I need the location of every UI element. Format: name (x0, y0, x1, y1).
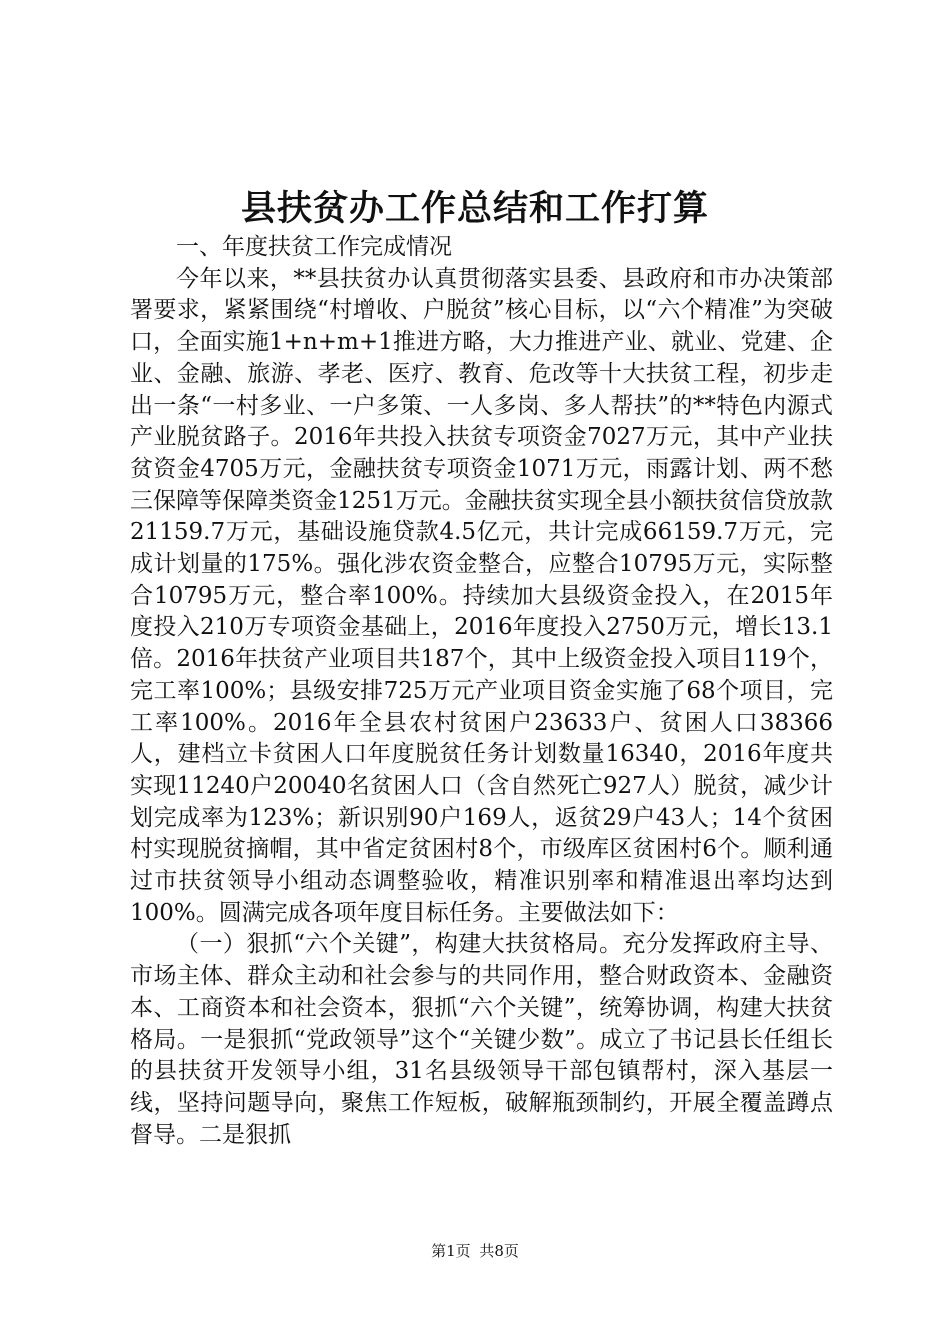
page-number: 第1页 (431, 1242, 471, 1260)
document-body (130, 232, 833, 1151)
page-total: 共8页 (479, 1242, 519, 1260)
body-paragraph-1: 今年以来，**县扶贫办认真贯彻落实县委、县政府和市办决策部署要求，紧紧围绕“村增收、户脱贫”核心目标，以“六个精准”为突破口，全面实施1+n+m+1推进方略，大力推进产业、就业、党建、企业、金融、旅游、孝老、医疗、教育、危改等十大扶贫工程，初步走出一条“一村多业、一户多策、一人多岗、多人帮扶”的**特色内源式产业脱贫路子。2016年共投入扶贫专项资金7027万元，其中产业扶贫资金4705万元，金融扶贫专项资金1071万元，雨露计划、两不愁三保障等保障类资金1251万元。金融扶贫实现全县小额扶贫信贷放款21159.7万元，基础设施贷款4.5亿元，共计完成66159.7万元，完成计划量的175%。强化涉农资金整合，应整合10795万元，实际整合10795万元，整合率100%。持续加大县级资金投入，在2015年度投入210万专项资金基础上，2016年度投入2750万元，增长13.1倍。2016年扶贫产业项目共187个，其中上级资金投入项目119个，完工率100%；县级安排725万元产业项目资金实施了68个项目，完工率100%。2016年全县农村贫困户23633户、贫困人口38366人，建档立卡贫困人口年度脱贫任务计划数量16340，2016年度共实现11240户20040名贫困人口（含自然死亡927人）脱贫，减少计划完成率为123%；新识别90户169人，返贫29户43人；14个贫困村实现脱贫摘帽，其中省定贫困村8个，市级库区贫困村6个。顺利通过市扶贫领导小组动态调整验收，精准识别率和精准退出率均达到100%。圆满完成各项年度目标任务。主要做法如下： (130, 265, 833, 926)
section-heading: 一、年度扶贫工作完成情况 (176, 234, 452, 260)
body-paragraph-2: （一）狠抓“六个关键”，构建大扶贫格局。充分发挥政府主导、市场主体、群众主动和社会参与的共同作用，整合财政资本、金融资本、工商资本和社会资本，狠抓“六个关键”，统筹协调，构建大扶贫格局。一是狠抓“党政领导”这个“关键少数”。成立了书记县长任组长的县扶贫开发领导小组，31名县级领导干部包镇帮村，深入基层一线，坚持问题导向，聚焦工作短板，破解瓶颈制约，开展全覆盖蹲点督导。二是狠抓 (130, 931, 833, 1148)
page-footer (0, 1241, 950, 1261)
document-title: 县扶贫办工作总结和工作打算 (240, 188, 709, 229)
